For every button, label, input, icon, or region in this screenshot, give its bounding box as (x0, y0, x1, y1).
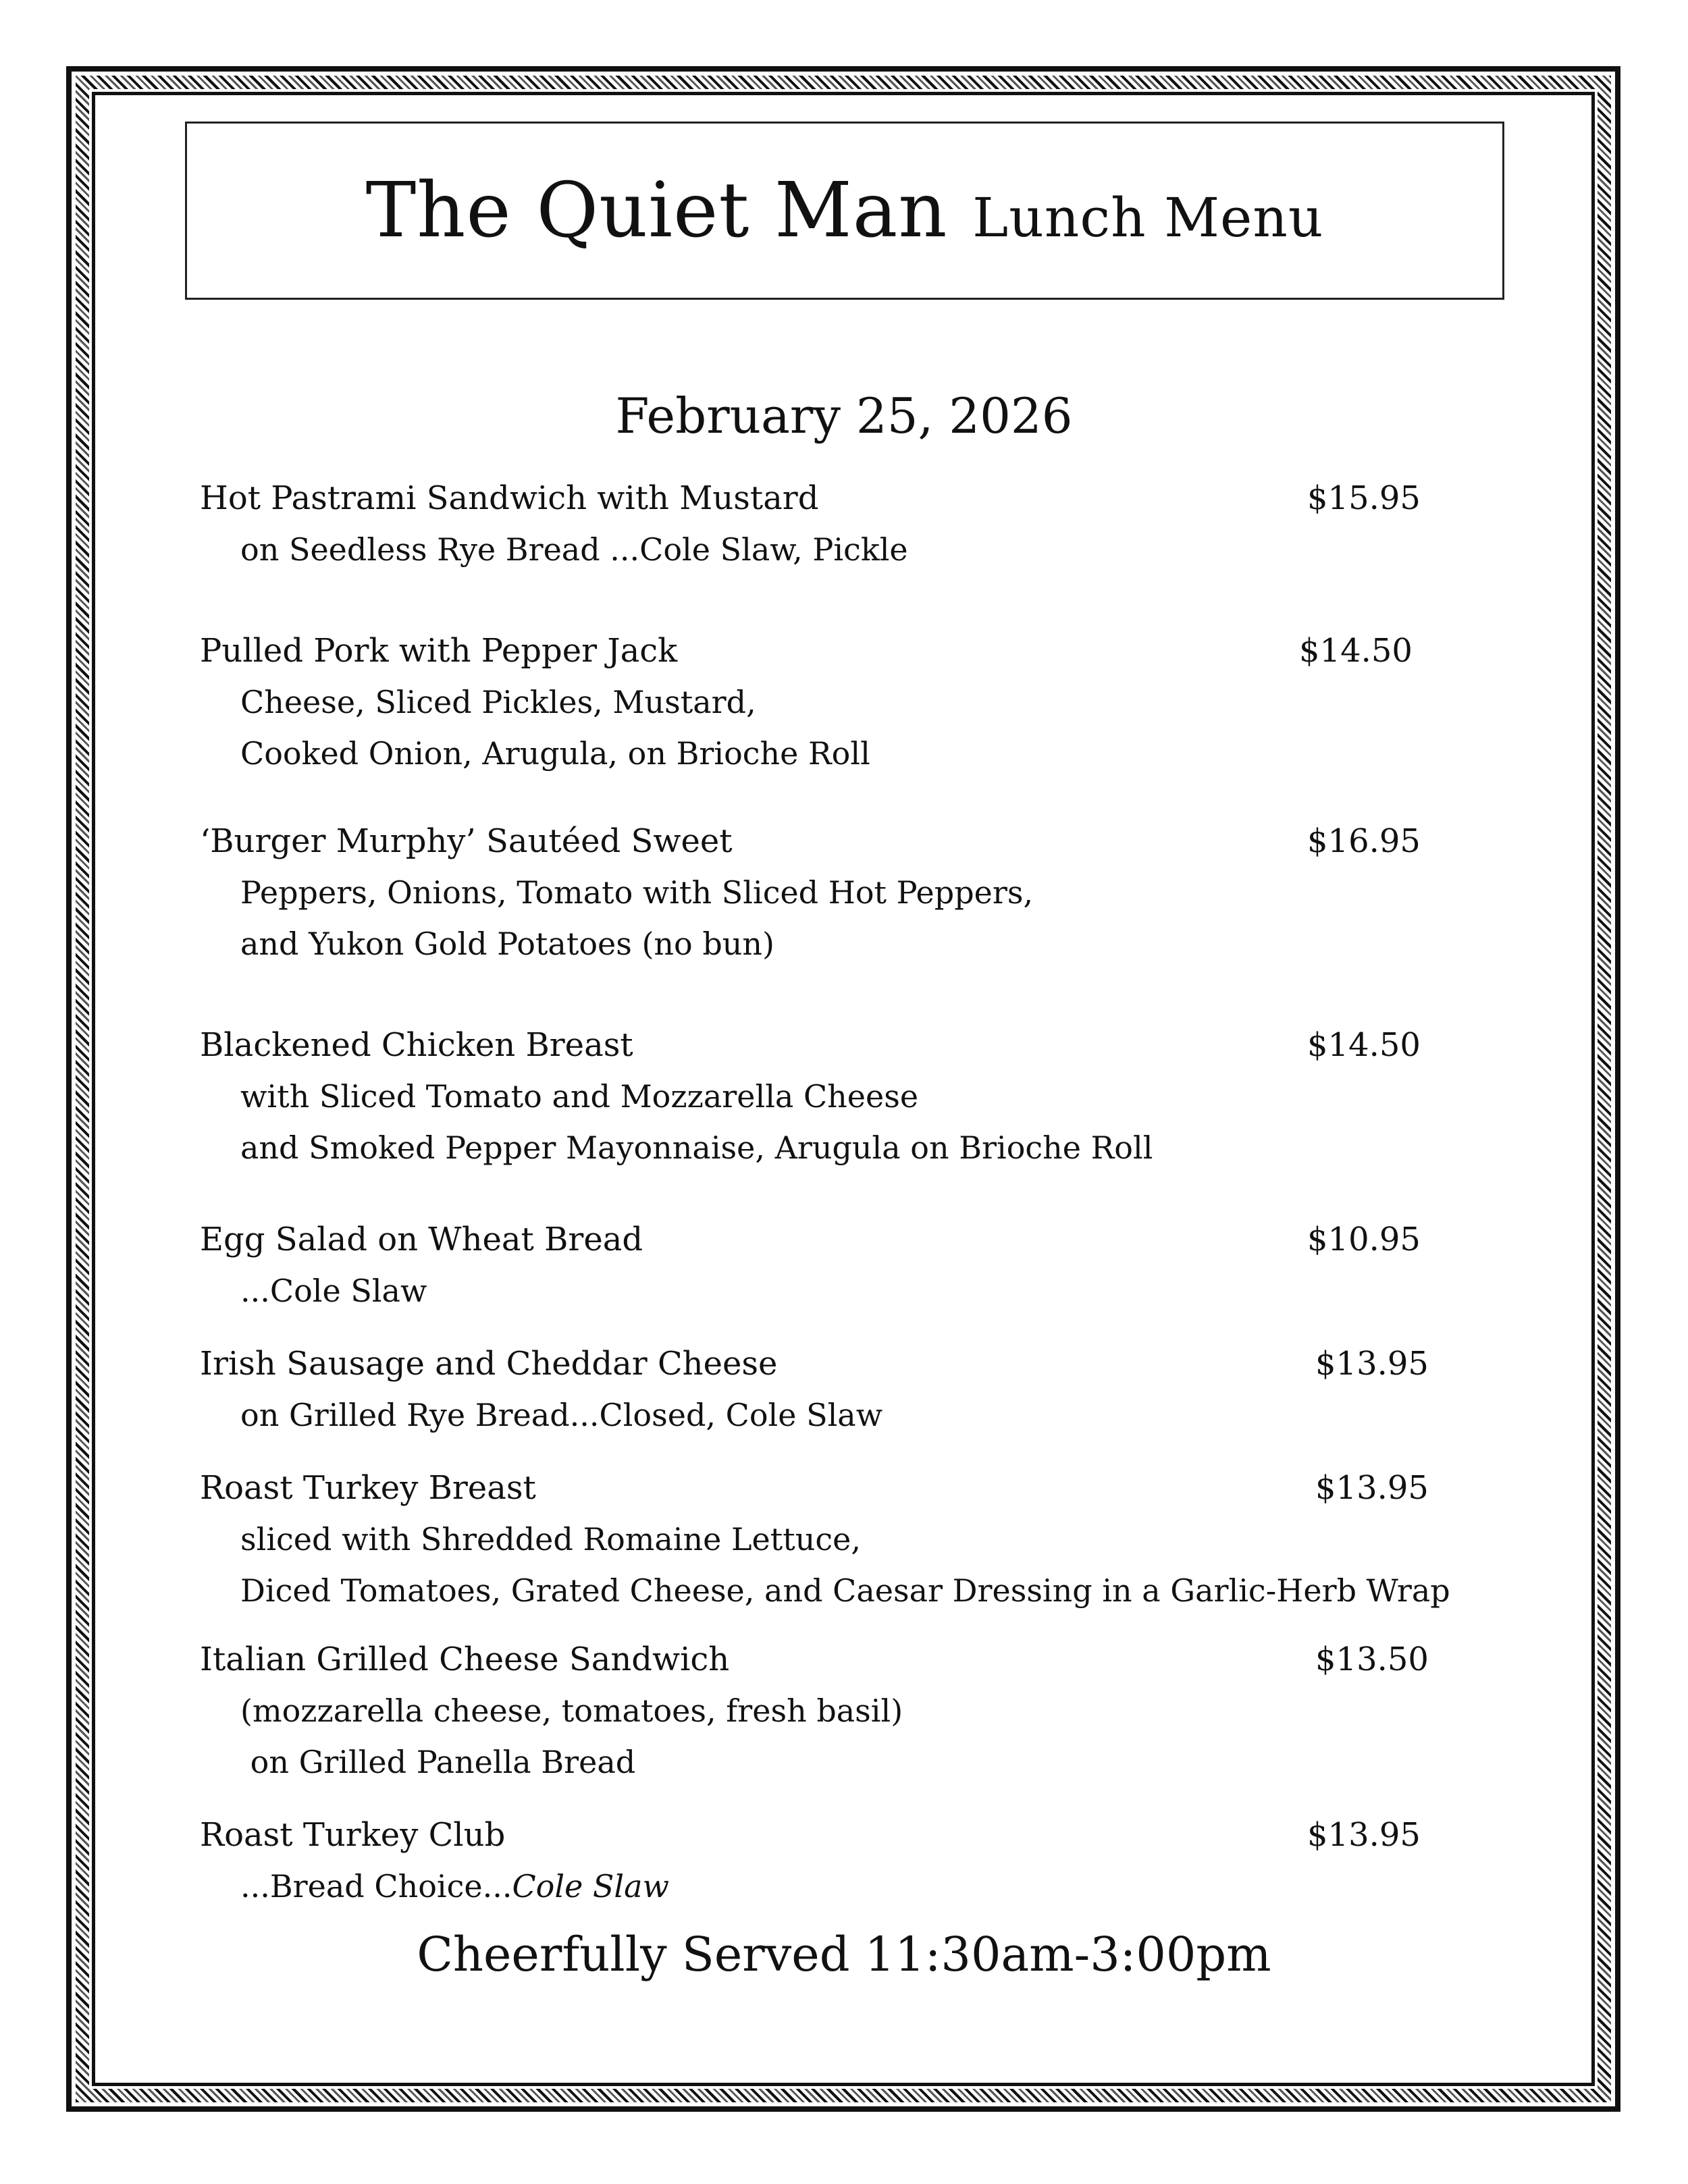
item-description: and Smoked Pepper Mayonnaise, Arugula on Brioche Roll (240, 1129, 1153, 1166)
item-price: $13.50 (1315, 1641, 1429, 1678)
item-price: $14.50 (1307, 1026, 1421, 1064)
item-name: Pulled Pork with Pepper Jack (200, 632, 678, 670)
item-name: Egg Salad on Wheat Bread (200, 1221, 643, 1258)
item-description: with Sliced Tomato and Mozzarella Cheese (240, 1078, 919, 1115)
item-description: (mozzarella cheese, tomatoes, fresh basil) (240, 1693, 903, 1729)
item-name: Italian Grilled Cheese Sandwich (200, 1641, 730, 1678)
menu-item (200, 1338, 1429, 1441)
item-name: Irish Sausage and Cheddar Cheese (200, 1345, 778, 1383)
item-description: Peppers, Onions, Tomato with Sliced Hot Peppers, (240, 874, 1034, 911)
item-description: Cheese, Sliced Pickles, Mustard, (240, 684, 756, 720)
menu-item (200, 816, 1429, 969)
item-description: sliced with Shredded Romaine Lettuce, (240, 1521, 861, 1557)
item-description-text: ...Bread Choice... (240, 1868, 512, 1905)
item-name: Hot Pastrami Sandwich with Mustard (200, 479, 819, 517)
item-description: on Seedless Rye Bread ...Cole Slaw, Pickle (240, 531, 908, 568)
item-description: ...Cole Slaw (240, 1273, 427, 1309)
item-description-italic: Cole Slaw (512, 1868, 669, 1905)
menu-list (200, 473, 1450, 1912)
serving-hours: Cheerfully Served 11:30am-3:00pm (417, 1927, 1271, 1982)
title-box (185, 122, 1504, 300)
item-description: on Grilled Panella Bread (240, 1744, 636, 1780)
page-title (365, 167, 1324, 255)
item-price: $13.95 (1315, 1469, 1429, 1507)
item-price: $15.95 (1307, 479, 1421, 517)
item-name: Roast Turkey Breast (200, 1469, 536, 1507)
menu-item (200, 1809, 1429, 1912)
item-description: on Grilled Rye Bread...Closed, Cole Slaw (240, 1397, 883, 1433)
item-name: Roast Turkey Club (200, 1816, 506, 1854)
menu-item (200, 1462, 1450, 1616)
item-name: Blackened Chicken Breast (200, 1026, 633, 1064)
menu-item (200, 473, 1429, 574)
item-price: $16.95 (1307, 822, 1421, 860)
item-description: Cooked Onion, Arugula, on Brioche Roll (240, 735, 870, 772)
item-name: ‘Burger Murphy’ Sautéed Sweet (200, 822, 733, 860)
title-main: The Quiet Man (365, 167, 948, 255)
item-price: $14.50 (1299, 632, 1413, 670)
menu-item (200, 1019, 1429, 1173)
title-sub: Lunch Menu (972, 186, 1324, 249)
item-description: Diced Tomatoes, Grated Cheese, and Caesar Dressing in a Garlic-Herb Wrap (240, 1572, 1450, 1609)
item-price: $10.95 (1307, 1221, 1421, 1258)
menu-item (200, 1634, 1429, 1788)
item-description (200, 1861, 1429, 1912)
item-description: and Yukon Gold Potatoes (no bun) (240, 926, 775, 962)
menu-date: February 25, 2026 (615, 388, 1073, 444)
menu-item (200, 625, 1429, 779)
menu-item (200, 1214, 1429, 1316)
item-price: $13.95 (1307, 1816, 1421, 1854)
item-price: $13.95 (1315, 1345, 1429, 1383)
